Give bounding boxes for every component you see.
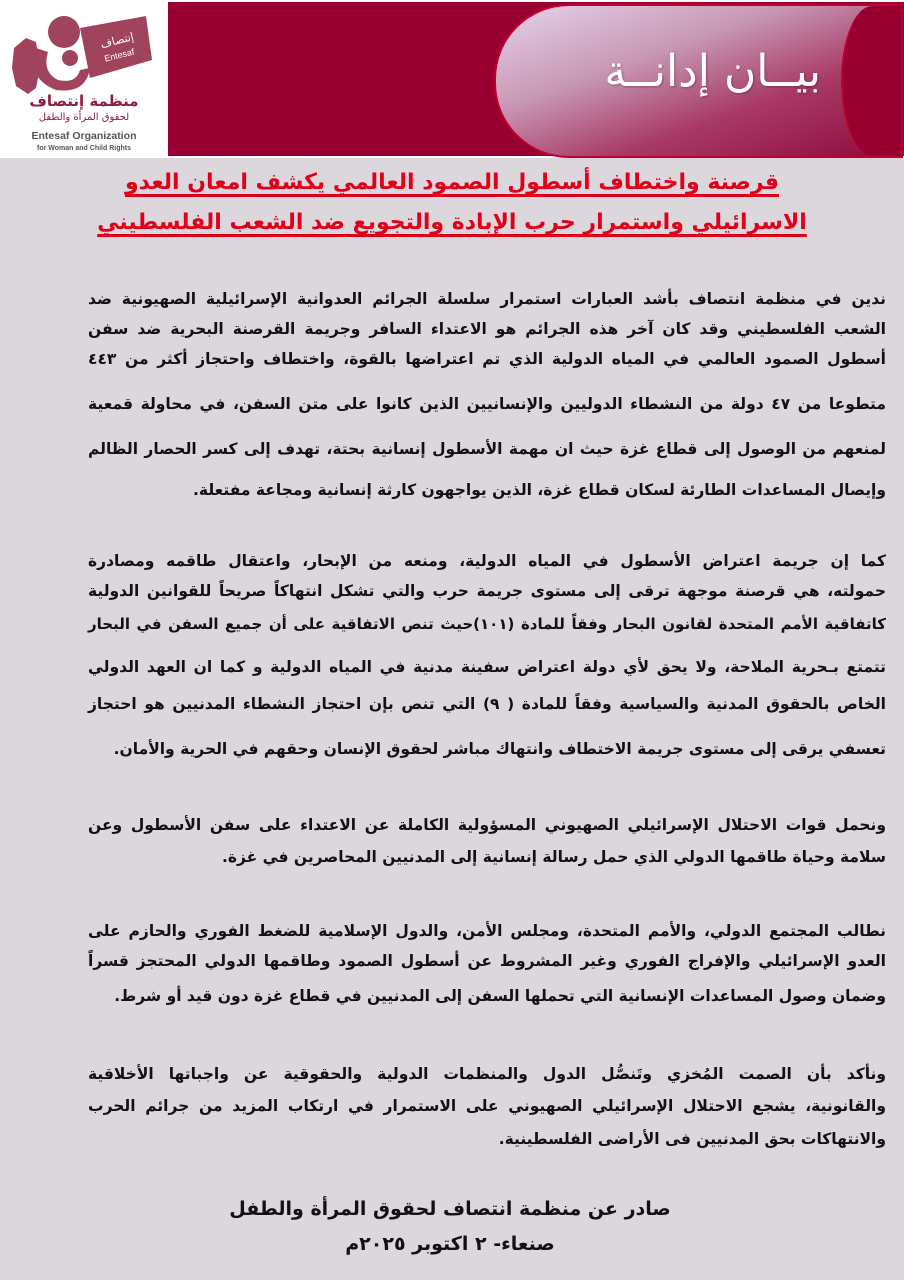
paragraph-5-line: ونأكد بأن الصمت المُخزي وتَنصُّل الدول والمنظمات الدولية والحقوقية عن واجباتها الأخلاقية	[88, 1065, 886, 1083]
signature-place-date: صنعاء- ٢ اكتوبر ٢٠٢٥م	[345, 1233, 555, 1255]
paragraph-4-line: العدو الإسرائيلي والإفراج الفوري وغير المشروط عن أسطول الصمود وطاقمها الدولي المحتجز قسراً	[88, 952, 886, 970]
paragraph-2-line: كاتفاقية الأمم المتحدة لقانون البحار وفقاً للمادة (١٠١)حيث تنص الاتفاقية على أن جميع السفن في البحار	[88, 615, 887, 633]
paragraph-1-line: الشعب الفلسطيني وقد كان آخر هذه الجرائم هو الاعتداء السافر وجريمة القرصنة البحرية ضد سفن	[88, 320, 886, 338]
paragraph-5-line: والانتهاكات بحق المدنيين فى الأراضى الفلسطينية.	[498, 1130, 886, 1148]
paragraph-1-line: لمنعهم من الوصول إلى قطاع غزة حيث ان مهمة الأسطول إنسانية بحتة، تهدف إلى كسر الحصار الظالم	[88, 440, 886, 458]
paragraph-4-line: وضمان وصول المساعدات الإنسانية التي تحملها السفن إلى المدنيين في قطاع غزة دون قيد أو شرط.	[114, 987, 886, 1005]
paragraph-1-line: وإيصال المساعدات الطارئة لسكان قطاع غزة، الذين يواجهون كارثة إنسانية ومجاعة مفتعلة.	[193, 481, 886, 499]
paragraph-2-line: تتمتع بـحرية الملاحة، ولا يحق لأي دولة اعتراض سفينة مدنية في المياه الدولية و كما ان العهد الدولي	[88, 658, 886, 676]
banner-end-cap	[841, 6, 903, 156]
signature-issuer: صادر عن منظمة انتصاف لحقوق المرأة والطفل	[229, 1198, 671, 1220]
paragraph-1-line: ندين في منظمة انتصاف بأشد العبارات استمرار سلسلة الجرائم العدوانية الإسرائيلية الصهيونية ضد	[88, 290, 886, 308]
svg-text:Entesaf: Entesaf	[103, 46, 136, 64]
header	[0, 0, 904, 158]
logo-tagline-ar: لحقوق المرأة والطفل	[38, 112, 130, 123]
logo	[0, 0, 168, 158]
paragraph-5-line: والقانونية، يشجع الاحتلال الإسرائيلي الصهيوني على الاستمرار في ارتكاب المزيد من جرائم الحرب	[88, 1097, 886, 1115]
paragraph-4-line: نطالب المجتمع الدولي، والأمم المتحدة، ومجلس الأمن، والدول الإسلامية للضغط الفوري والحازم على	[88, 922, 886, 940]
page-title: بيــان إدانــة	[604, 46, 821, 97]
logo-name-en: Entesaf Organization	[31, 130, 137, 142]
headline-line-2: الاسرائيلي واستمرار حرب الإبادة والتجويع ضد الشعب الفلسطيني	[97, 210, 807, 235]
logo-mark-icon	[6, 8, 156, 96]
logo-tagline-en: for Woman and Child Rights	[37, 145, 131, 152]
paragraph-3-line: ونحمل قوات الاحتلال الإسرائيلي الصهيوني المسؤولية الكاملة عن الاعتداء على سفن الأسطول وعن	[88, 816, 886, 834]
paragraph-1-line: متطوعا من ٤٧ دولة من النشطاء الدوليين والإنسانيين الذين كانوا على متن السفن، في محاولة قمعية	[88, 395, 886, 413]
logo-name-ar: منظمة إنتصاف	[29, 92, 139, 110]
headline-line-1: قرصنة واختطاف أسطول الصمود العالمي يكشف امعان العدو	[125, 170, 779, 195]
svg-text:إنتصاف: إنتصاف	[99, 30, 136, 51]
paragraph-1-line: أسطول الصمود العالمي في المياه الدولية الذي تم اعتراضها بالقوة، واختطاف واحتجاز أكثر من ٤٤٣	[88, 350, 886, 368]
paragraph-2-line: حمولته، هي قرصنة موجهة ترقى إلى مستوى جريمة حرب والتي تشكل انتهاكاً صريحاً للقوانين الدولية	[88, 582, 886, 600]
paragraph-3-line: سلامة وحياة طاقمها الدولي الذي حمل رسالة إنسانية إلى المدنيين المحاصرين في غزة.	[222, 848, 886, 866]
title-banner	[494, 4, 903, 158]
paragraph-2-line: تعسفي يرقى إلى مستوى جريمة الاختطاف وانتهاك مباشر لحقوق الإنسان وحقهم في الحرية والأمان.	[113, 740, 886, 758]
paragraph-2-line: كما إن جريمة اعتراض الأسطول في المياه الدولية، ومنعه من الإبحار، واعتقال طاقمه ومصادرة	[88, 552, 886, 570]
paragraph-2-line: الخاص بالحقوق المدنية والسياسية وفقاً للمادة ( ٩) التي تنص بإن احتجاز النشطاء المدنيين هو احتجاز	[88, 695, 887, 713]
